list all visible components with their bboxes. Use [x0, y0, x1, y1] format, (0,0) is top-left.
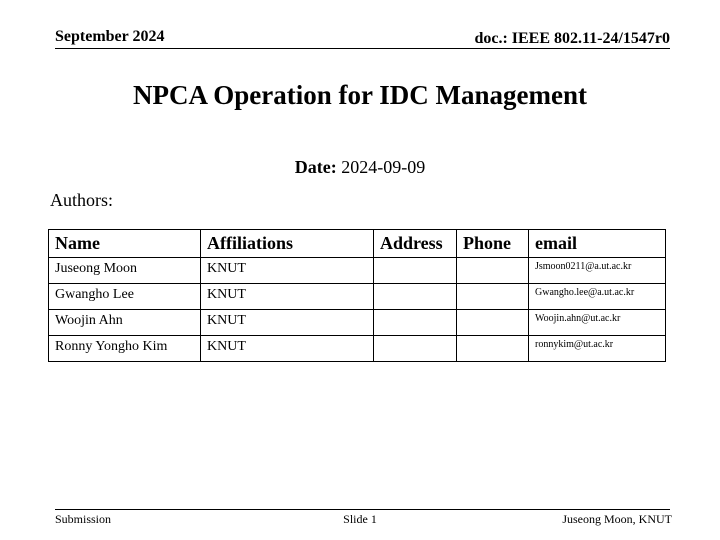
authors-table: [48, 229, 666, 362]
table-header-row: [49, 230, 666, 258]
footer-submission: Submission: [55, 512, 112, 526]
author-phone: [457, 310, 529, 336]
author-affiliation: KNUT: [201, 284, 374, 310]
author-affiliation: KNUT: [201, 310, 374, 336]
header-doc-id: doc.: IEEE 802.11-24/1547r0: [474, 30, 670, 47]
table-row: [49, 284, 666, 310]
author-phone: [457, 284, 529, 310]
table-row: [49, 336, 666, 362]
author-email: Gwangho.lee@a.ut.ac.kr: [529, 284, 666, 310]
footer-author: Juseong Moon, KNUT: [562, 512, 672, 526]
author-phone: [457, 258, 529, 284]
author-name: Gwangho Lee: [49, 284, 201, 310]
column-header-affiliations: Affiliations: [201, 230, 374, 258]
date-value: 2024-09-09: [341, 157, 426, 177]
date-label: Date:: [294, 157, 337, 177]
column-header-name: Name: [49, 230, 201, 258]
date-line: [0, 157, 720, 178]
author-address: [374, 284, 457, 310]
author-name: Woojin Ahn: [49, 310, 201, 336]
author-phone: [457, 336, 529, 362]
table-row: [49, 258, 666, 284]
author-email: Jsmoon0211@a.ut.ac.kr: [529, 258, 666, 284]
author-affiliation: KNUT: [201, 336, 374, 362]
slide-title: NPCA Operation for IDC Management: [133, 80, 587, 110]
column-header-phone: Phone: [457, 230, 529, 258]
footer-slide-number: Slide 1: [343, 512, 377, 526]
footer-rule: [55, 509, 670, 510]
author-address: [374, 310, 457, 336]
author-name: Juseong Moon: [49, 258, 201, 284]
author-address: [374, 336, 457, 362]
column-header-address: Address: [374, 230, 457, 258]
author-address: [374, 258, 457, 284]
author-email: ronnykim@ut.ac.kr: [529, 336, 666, 362]
column-header-email: email: [529, 230, 666, 258]
header-date: September 2024: [55, 28, 165, 45]
author-name: Ronny Yongho Kim: [49, 336, 201, 362]
author-email: Woojin.ahn@ut.ac.kr: [529, 310, 666, 336]
table-row: [49, 310, 666, 336]
header-rule: [55, 48, 670, 49]
authors-label: Authors:: [50, 190, 113, 210]
author-affiliation: KNUT: [201, 258, 374, 284]
